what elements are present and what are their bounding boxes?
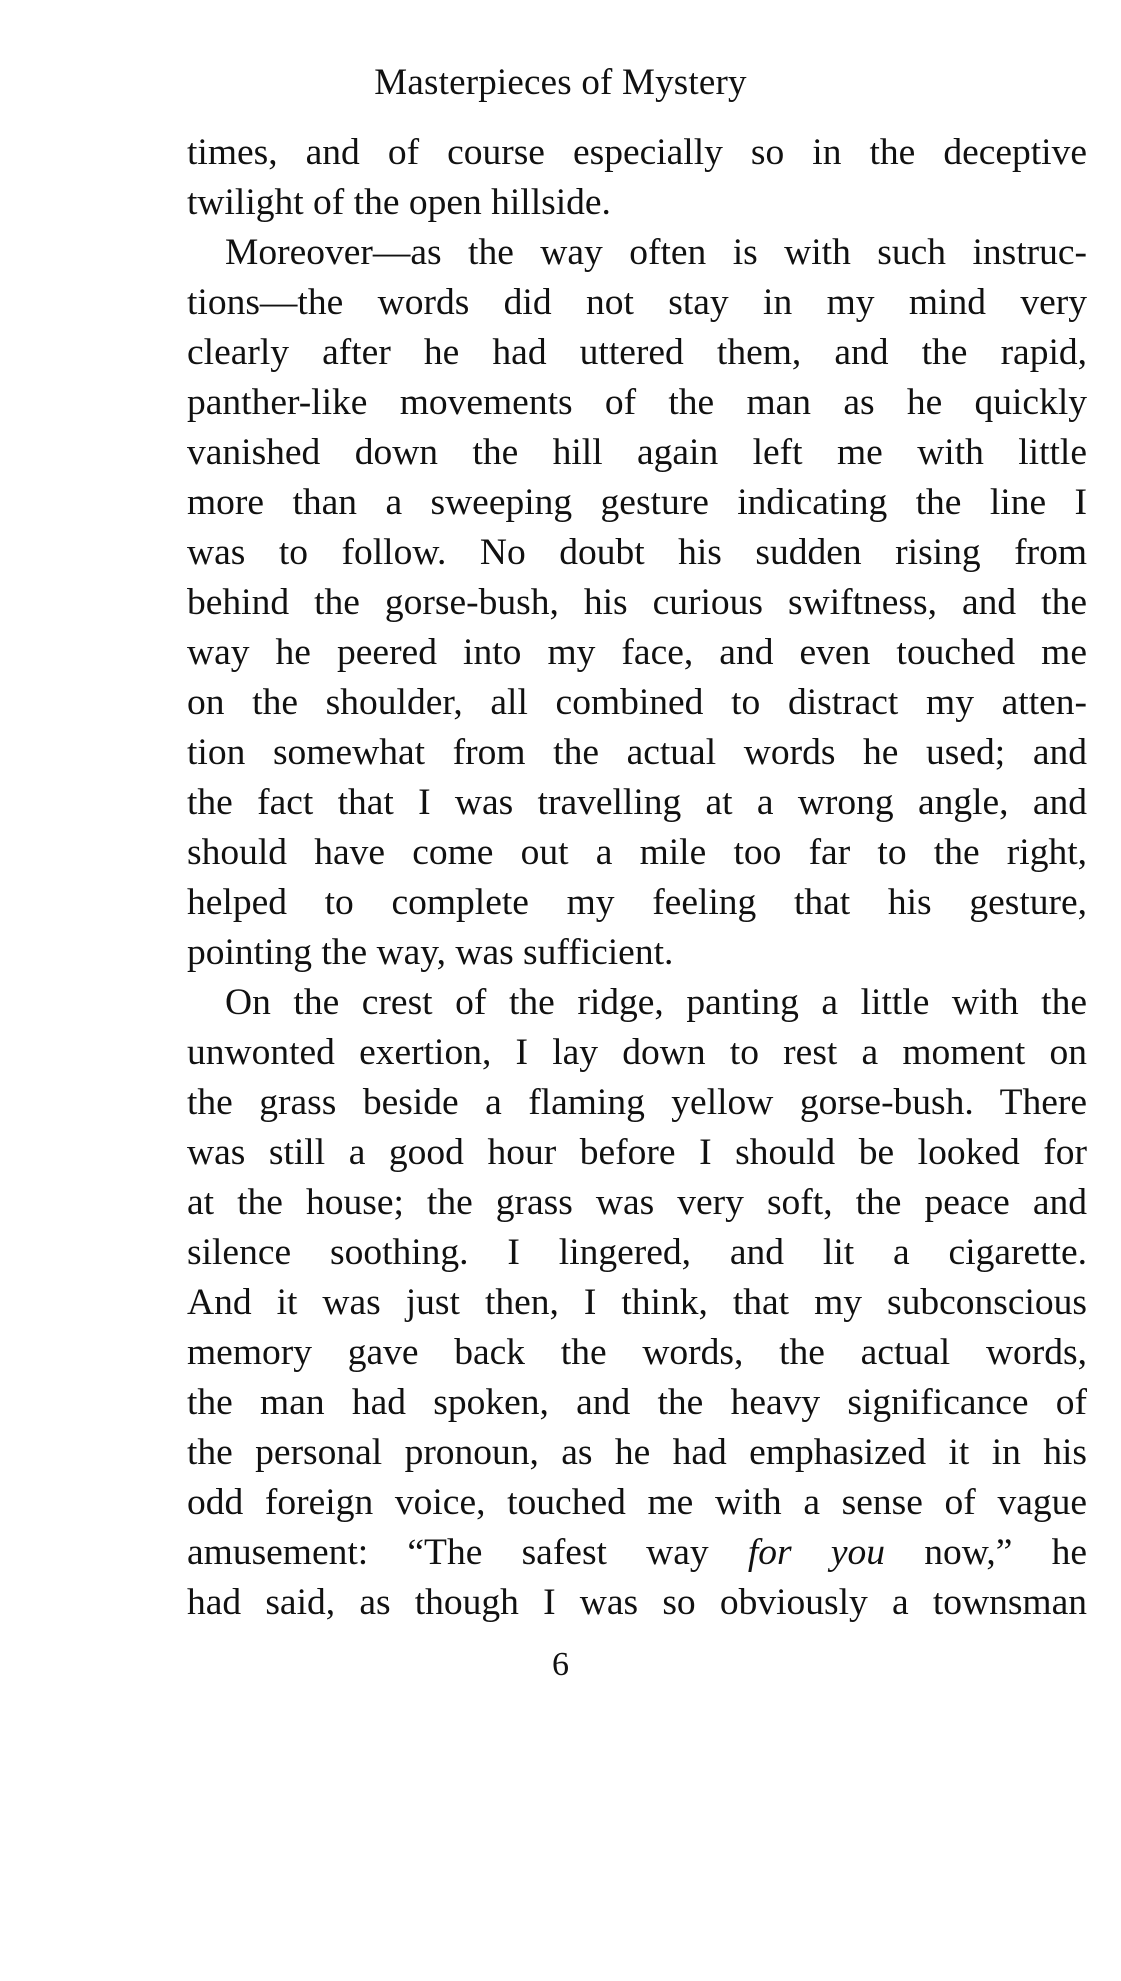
- text-line: pointing the way, was sufficient.: [187, 932, 674, 973]
- text-line: the fact that I was travelling at a wrong angle, and: [187, 782, 1087, 823]
- text-line: way he peered into my face, and even touched me: [187, 632, 1087, 673]
- text-line: tion somewhat from the actual words he used; and: [187, 732, 1087, 773]
- text-line: silence soothing. I lingered, and lit a cigarette.: [187, 1232, 1087, 1273]
- text-line-emphasis: [187, 1528, 1087, 1578]
- text-line: behind the gorse-bush, his curious swiftness, and the: [187, 582, 1087, 623]
- text-line: tions—the words did not stay in my mind very: [187, 282, 1087, 323]
- text-line: helped to complete my feeling that his gesture,: [187, 882, 1087, 923]
- text-line: had said, as though I was so obviously a townsman: [187, 1582, 1087, 1623]
- text-segment: now,” he: [885, 1532, 1087, 1573]
- text-line: the man had spoken, and the heavy significance of: [187, 1382, 1087, 1423]
- text-line: times, and of course especially so in the deceptive: [187, 132, 1087, 173]
- text-line: Moreover—as the way often is with such instruc-: [225, 232, 1087, 273]
- text-line: twilight of the open hillside.: [187, 182, 611, 223]
- text-line: clearly after he had uttered them, and the rapid,: [187, 332, 1087, 373]
- text-line: panther-like movements of the man as he quickly: [187, 382, 1087, 423]
- body-text: [187, 128, 1087, 1628]
- text-line: And it was just then, I think, that my subconscious: [187, 1282, 1087, 1323]
- text-segment: amusement: “The safest way: [187, 1532, 748, 1573]
- text-line: on the shoulder, all combined to distract my atten-: [187, 682, 1087, 723]
- text-line: the grass beside a flaming yellow gorse-bush. There: [187, 1082, 1087, 1123]
- text-line: was still a good hour before I should be looked for: [187, 1132, 1087, 1173]
- text-line: vanished down the hill again left me with little: [187, 432, 1087, 473]
- text-line: memory gave back the words, the actual words,: [187, 1332, 1087, 1373]
- text-line: the personal pronoun, as he had emphasized it in his: [187, 1432, 1087, 1473]
- text-line: more than a sweeping gesture indicating the line I: [187, 482, 1087, 523]
- text-line: On the crest of the ridge, panting a little with the: [225, 982, 1087, 1023]
- page-number: 6: [552, 1646, 569, 1683]
- emphasized-phrase: for you: [747, 1532, 885, 1573]
- text-line: at the house; the grass was very soft, the peace and: [187, 1182, 1087, 1223]
- running-head: Masterpieces of Mystery: [374, 62, 747, 103]
- text-line: was to follow. No doubt his sudden rising from: [187, 532, 1087, 573]
- text-line: odd foreign voice, touched me with a sense of vague: [187, 1482, 1087, 1523]
- text-line: unwonted exertion, I lay down to rest a moment on: [187, 1032, 1087, 1073]
- text-line: should have come out a mile too far to the right,: [187, 832, 1087, 873]
